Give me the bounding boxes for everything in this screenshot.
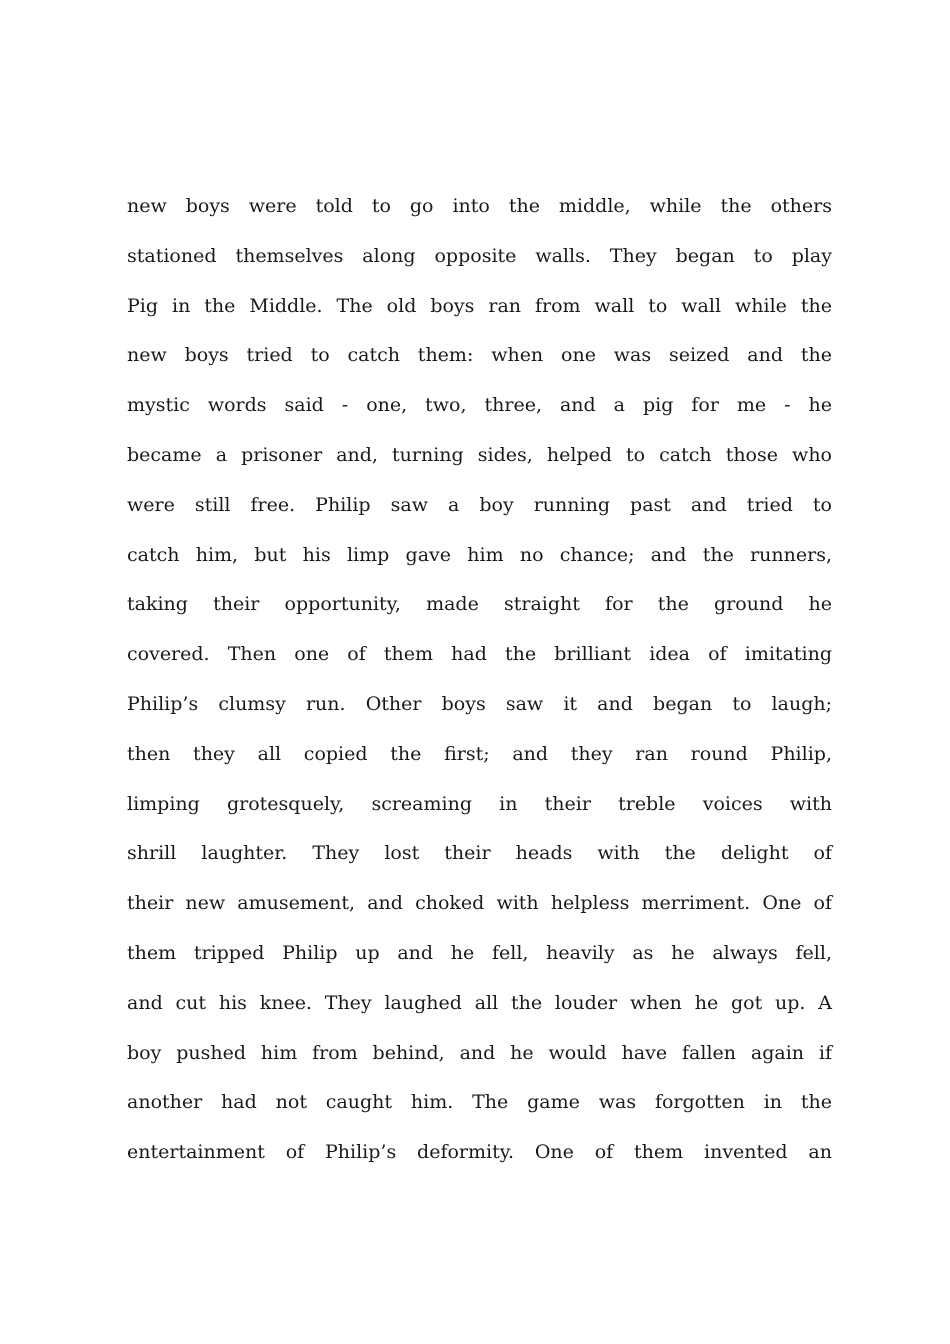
text-line: mystic words said - one, two, three, and a pig for me - he xyxy=(127,394,832,417)
text-line: their new amusement, and choked with helpless merriment. One of xyxy=(127,892,832,915)
text-line: Pig in the Middle. The old boys ran from wall to wall while the xyxy=(127,294,832,317)
text-line: and cut his knee. They laughed all the louder when he got up. A xyxy=(127,991,832,1014)
body-text xyxy=(127,182,832,1178)
text-line: were still free. Philip saw a boy running past and tried to xyxy=(127,493,832,516)
text-line: taking their opportunity, made straight for the ground he xyxy=(127,593,832,616)
text-line: Philip’s clumsy run. Other boys saw it and began to laugh; xyxy=(127,692,832,715)
text-line: them tripped Philip up and he fell, heavily as he always fell, xyxy=(127,941,832,964)
text-line: stationed themselves along opposite walls. They began to play xyxy=(127,244,832,267)
text-line: shrill laughter. They lost their heads with the delight of xyxy=(127,842,832,865)
text-line: then they all copied the first; and they ran round Philip, xyxy=(127,742,832,765)
text-line: another had not caught him. The game was forgotten in the xyxy=(127,1091,832,1114)
text-line: became a prisoner and, turning sides, helped to catch those who xyxy=(127,443,832,466)
text-line: entertainment of Philip’s deformity. One of them invented an xyxy=(127,1141,832,1164)
text-line: limping grotesquely, screaming in their treble voices with xyxy=(127,792,832,815)
text-line: catch him, but his limp gave him no chance; and the runners, xyxy=(127,543,832,566)
text-line: covered. Then one of them had the brilliant idea of imitating xyxy=(127,643,832,666)
text-line: boy pushed him from behind, and he would have fallen again if xyxy=(127,1041,832,1064)
text-line: new boys tried to catch them: when one was seized and the xyxy=(127,344,832,367)
text-line: new boys were told to go into the middle, while the others xyxy=(127,195,832,217)
